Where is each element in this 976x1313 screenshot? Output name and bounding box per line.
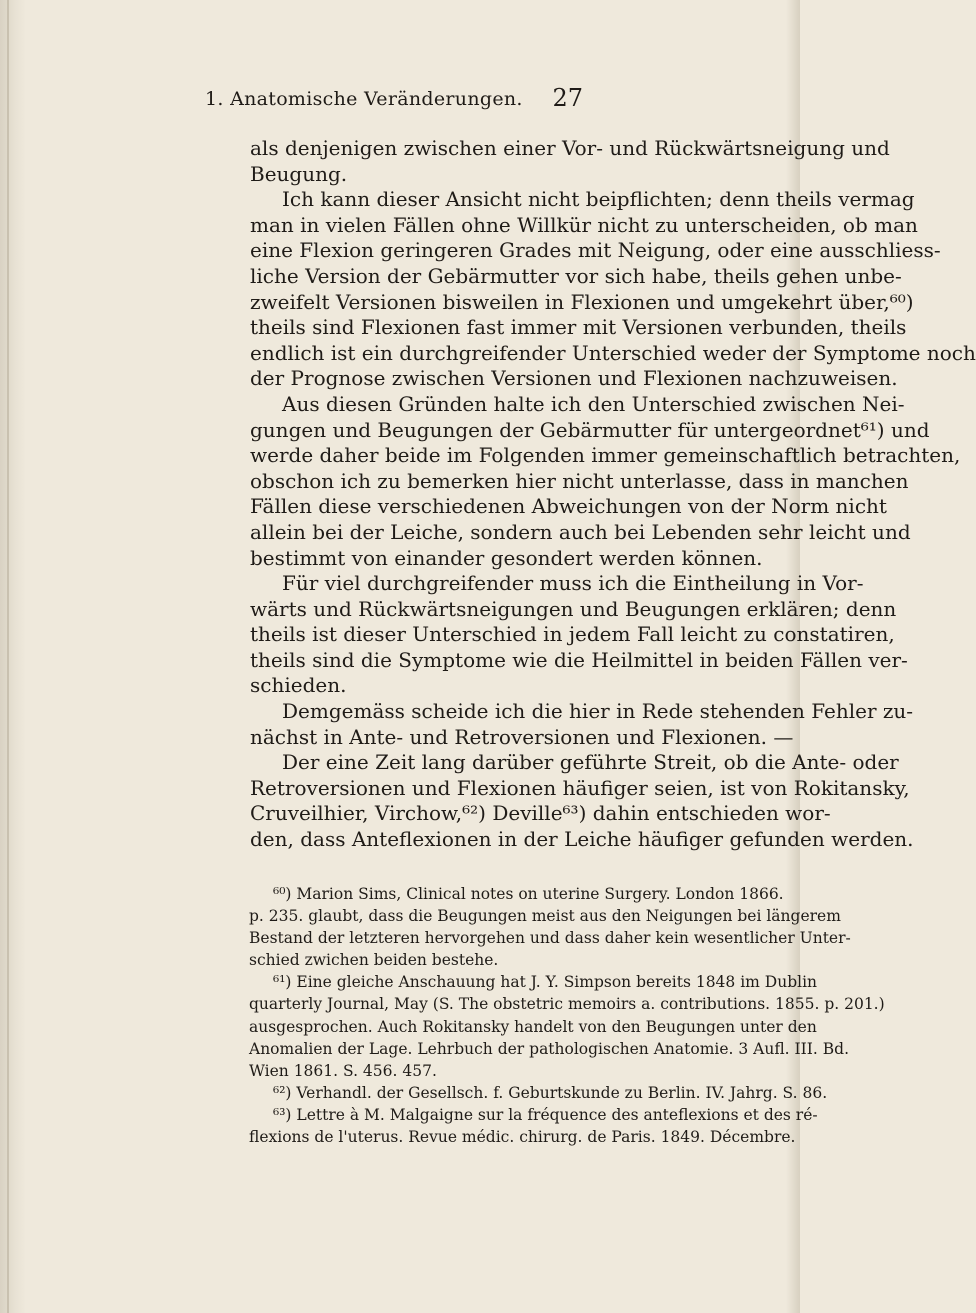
text-line: zweifelt Versionen bisweilen in Flexionen und umgekehrt über,⁶⁰) — [250, 289, 914, 314]
footnote-line: ⁶²) Verhandl. der Gesellsch. f. Geburtskunde zu Berlin. IV. Jahrg. S. 86. — [273, 1083, 828, 1102]
text-line: obschon ich zu bemerken hier nicht unterlasse, dass in manchen — [250, 468, 909, 493]
footnote-line: ⁶⁰) Marion Sims, Clinical notes on uterine Surgery. London 1866. — [273, 885, 784, 903]
text-line: Der eine Zeit lang darüber geführte Streit, ob die Ante- oder — [282, 750, 899, 775]
main-text — [250, 136, 976, 853]
footnotes — [249, 883, 885, 1148]
binding-line — [7, 0, 9, 1313]
page-header — [205, 84, 583, 118]
text-line: liche Version der Gebärmutter vor sich habe, theils gehen unbe- — [250, 263, 902, 288]
footnote-line: p. 235. glaubt, dass die Beugungen meist aus den Neigungen bei längerem — [249, 907, 841, 926]
text-line: der Prognose zwischen Versionen und Flexionen nachzuweisen. — [250, 366, 898, 391]
text-line: nächst in Ante- und Retroversionen und Flexionen. — — [250, 724, 794, 749]
text-line: theils ist dieser Unterschied in jedem Fall leicht zu constatiren, — [250, 622, 895, 647]
text-line: gungen und Beugungen der Gebärmutter für untergeordnet⁶¹) und — [250, 417, 930, 442]
text-line: theils sind die Symptome wie die Heilmittel in beiden Fällen ver- — [250, 647, 908, 672]
text-line: Aus diesen Gründen halte ich den Unterschied zwischen Nei- — [282, 391, 905, 416]
footnote-line: Anomalien der Lage. Lehrbuch der pathologischen Anatomie. 3 Aufl. III. Bd. — [249, 1039, 849, 1058]
text-line: Cruveilhier, Virchow,⁶²) Deville⁶³) dahin entschieden wor- — [250, 801, 831, 826]
text-line: eine Flexion geringeren Grades mit Neigung, oder eine ausschliess- — [250, 238, 941, 263]
footnote-line: schied zwichen beiden bestehe. — [249, 951, 499, 970]
text-line: Demgemäss scheide ich die hier in Rede stehenden Fehler zu- — [282, 699, 914, 724]
text-line: Ich kann dieser Ansicht nicht beipflichten; denn theils vermag — [282, 187, 915, 212]
footnote-line: ⁶¹) Eine gleiche Anschauung hat J. Y. Simpson bereits 1848 im Dublin — [273, 973, 818, 992]
text-line: Retroversionen und Flexionen häufiger seien, ist von Rokitansky, — [250, 775, 910, 800]
footnote-line: ausgesprochen. Auch Rokitansky handelt von den Beugungen unter den — [249, 1017, 817, 1036]
footnote-line: flexions de l'uterus. Revue médic. chirurg. de Paris. 1849. Décembre. — [249, 1128, 796, 1147]
page-edge-shadow — [0, 0, 26, 1313]
text-line: endlich ist ein durchgreifender Unterschied weder der Symptome noch — [250, 340, 976, 365]
footnote-line: quarterly Journal, May (S. The obstetric memoirs a. contributions. 1855. p. 201.) — [249, 995, 885, 1014]
text-line: wärts und Rückwärtsneigungen und Beugungen erklären; denn — [250, 596, 897, 621]
text-line: werde daher beide im Folgenden immer gemeinschaftlich betrachten, — [250, 443, 961, 468]
text-line: theils sind Flexionen fast immer mit Versionen verbunden, theils — [250, 315, 907, 340]
page-number: 27 — [552, 84, 583, 112]
running-head: 1. Anatomische Veränderungen. — [205, 88, 523, 110]
footnote-line: Wien 1861. S. 456. 457. — [249, 1061, 437, 1080]
text-line: als denjenigen zwischen einer Vor- und Rückwärtsneigung und — [250, 136, 890, 160]
footnote-line: ⁶³) Lettre à M. Malgaigne sur la fréquence des anteflexions et des ré- — [273, 1105, 818, 1124]
text-line: schieden. — [250, 673, 347, 698]
text-line: man in vielen Fällen ohne Willkür nicht zu unterscheiden, ob man — [250, 212, 918, 237]
text-line: bestimmt von einander gesondert werden können. — [250, 545, 763, 570]
text-line: allein bei der Leiche, sondern auch bei Lebenden sehr leicht und — [250, 519, 911, 544]
text-line: Für viel durchgreifender muss ich die Eintheilung in Vor- — [282, 571, 864, 596]
text-line: Fällen diese verschiedenen Abweichungen von der Norm nicht — [250, 494, 887, 519]
footnote-line: Bestand der letzteren hervorgehen und dass daher kein wesentlicher Unter- — [249, 929, 851, 948]
text-line: den, dass Anteflexionen in der Leiche häufiger gefunden werden. — [250, 827, 914, 852]
text-line: Beugung. — [250, 161, 348, 186]
